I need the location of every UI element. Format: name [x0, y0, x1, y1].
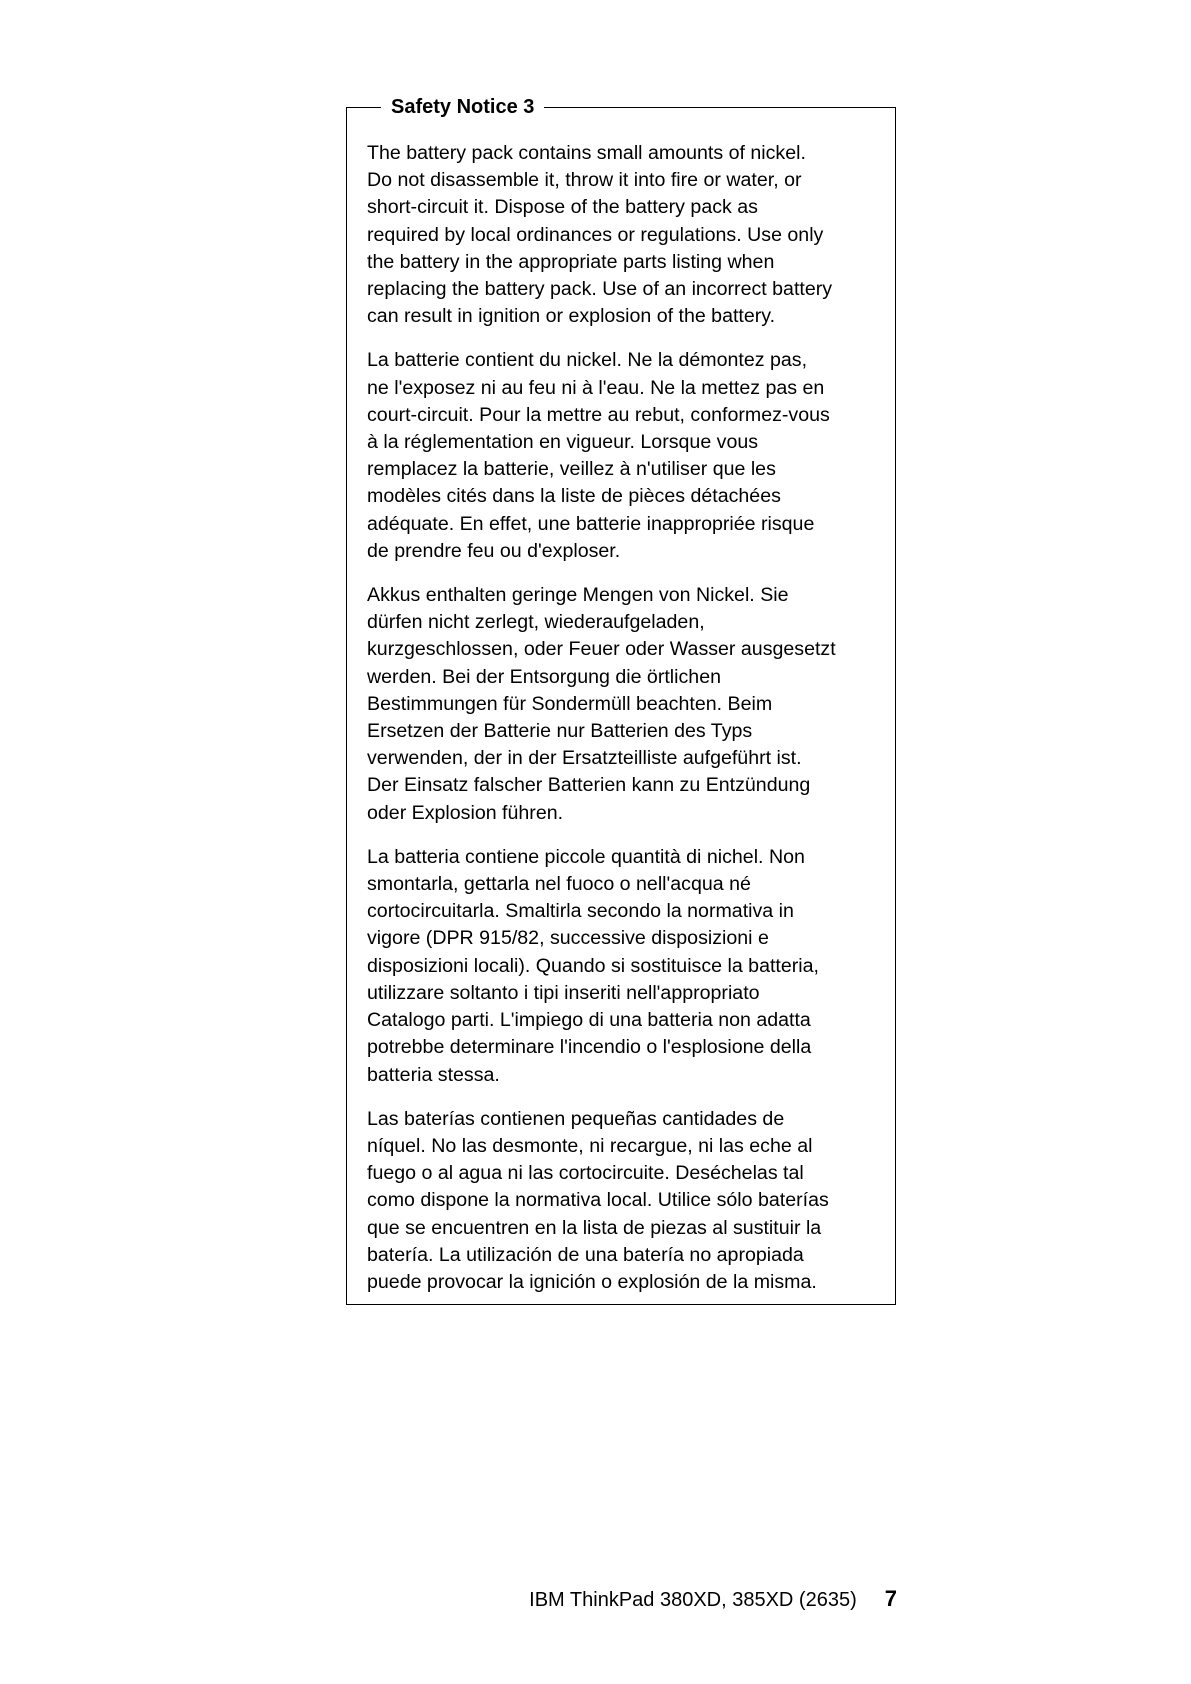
notice-line: short-circuit it. Dispose of the battery pack as — [367, 196, 758, 219]
notice-line: The battery pack contains small amounts of nickel. — [367, 142, 806, 164]
notice-line: La batterie contient du nickel. Ne la démontez pas, — [367, 349, 808, 372]
notice-line: utilizzare soltanto i tipi inseriti nell'appropriato — [367, 981, 760, 1004]
notice-line: potrebbe determinare l'incendio o l'esplosione della — [367, 1036, 812, 1059]
notice-line: Der Einsatz falscher Batterien kann zu Entzündung — [367, 774, 811, 797]
notice-line: smontarla, gettarla nel fuoco o nell'acqua né — [367, 873, 751, 896]
notice-line: required by local ordinances or regulations. Use only — [367, 223, 824, 246]
notice-line: adéquate. En effet, une batterie inappropriée risque — [367, 512, 815, 535]
notice-line: modèles cités dans la liste de pièces détachées — [367, 485, 781, 508]
notice-line: ne l'exposez ni au feu ni à l'eau. Ne la mettez pas en — [367, 376, 825, 399]
notice-paragraph-spanish — [367, 1106, 887, 1296]
notice-line: court-circuit. Pour la mettre au rebut, conformez-vous — [367, 403, 830, 426]
notice-line: verwenden, der in der Ersatzteilliste aufgeführt ist. — [367, 747, 802, 770]
notice-paragraph-english — [367, 140, 887, 330]
notice-line: disposizioni locali). Quando si sostituisce la batteria, — [367, 954, 819, 977]
footer-product-title: IBM ThinkPad 380XD, 385XD (2635) — [529, 1589, 857, 1611]
notice-line: Las baterías contienen pequeñas cantidades de — [367, 1107, 785, 1130]
safety-notice-box — [346, 96, 896, 1305]
notice-line: oder Explosion führen. — [367, 801, 564, 824]
notice-line: batería. La utilización de una batería no apropiada — [367, 1243, 804, 1266]
notice-paragraph-german — [367, 582, 887, 827]
notice-line: kurzgeschlossen, oder Feuer oder Wasser ausgesetzt — [367, 638, 836, 661]
notice-line: como dispone la normativa local. Utilice sólo baterías — [367, 1189, 829, 1212]
notice-line: La batteria contiene piccole quantità di nichel. Non — [367, 845, 805, 868]
notice-line: werden. Bei der Entsorgung die örtlichen — [367, 665, 721, 688]
page-footer — [529, 1586, 897, 1613]
notice-line: dürfen nicht zerlegt, wiederaufgeladen, — [367, 611, 705, 634]
notice-line: de prendre feu ou d'exploser. — [367, 539, 621, 562]
notice-line: Bestimmungen für Sondermüll beachten. Beim — [367, 692, 773, 715]
notice-line: vigore (DPR 915/82, successive disposizioni e — [367, 927, 769, 950]
notice-line: remplacez la batterie, veillez à n'utiliser que les — [367, 458, 776, 481]
notice-paragraph-italian — [367, 844, 887, 1089]
notice-line: fuego o al agua ni las cortocircuite. Deséchelas tal — [367, 1162, 804, 1185]
notice-line: Ersetzen der Batterie nur Batterien des Typs — [367, 720, 753, 743]
notice-line: que se encuentren en la lista de piezas al sustituir la — [367, 1216, 822, 1239]
notice-line: replacing the battery pack. Use of an incorrect battery — [367, 278, 833, 301]
notice-line: Do not disassemble it, throw it into fire or water, or — [367, 169, 802, 192]
notice-line: batteria stessa. — [367, 1063, 500, 1086]
safety-notice-title: Safety Notice 3 — [381, 95, 544, 119]
page-number: 7 — [884, 1586, 897, 1611]
notice-line: níquel. No las desmonte, ni recargue, ni las eche al — [367, 1134, 813, 1157]
notice-line: Catalogo parti. L'impiego di una batteria non adatta — [367, 1009, 811, 1032]
notice-line: the battery in the appropriate parts listing when — [367, 250, 775, 273]
safety-notice-body — [367, 140, 887, 1313]
notice-line: puede provocar la ignición o explosión de la misma. — [367, 1270, 817, 1293]
notice-paragraph-french — [367, 347, 887, 565]
notice-line: cortocircuitarla. Smaltirla secondo la normativa in — [367, 900, 794, 923]
notice-line: à la réglementation en vigueur. Lorsque vous — [367, 431, 759, 454]
notice-line: can result in ignition or explosion of the battery. — [367, 305, 776, 328]
notice-line: Akkus enthalten geringe Mengen von Nickel. Sie — [367, 584, 789, 607]
